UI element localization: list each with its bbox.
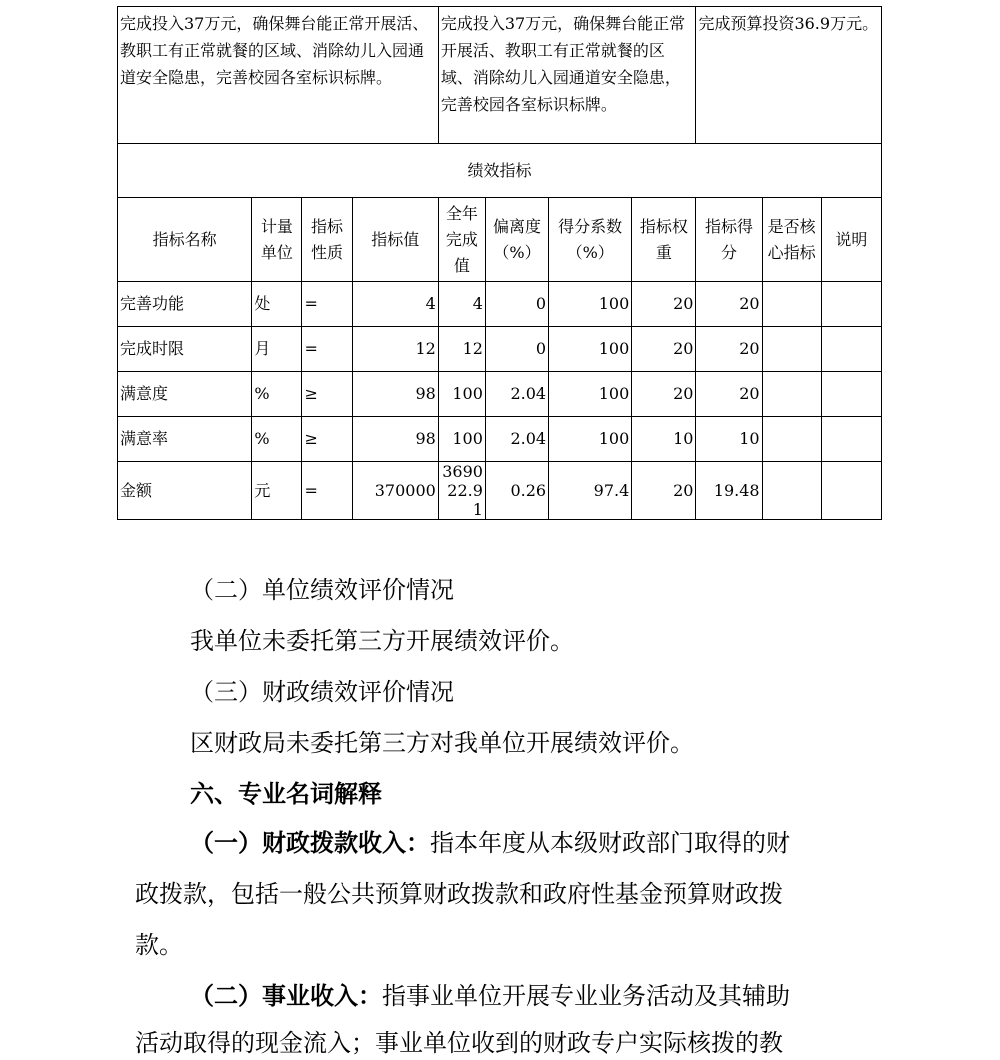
- cell-unit: %: [252, 372, 302, 417]
- cell-note: [821, 462, 881, 520]
- term2-line1: [190, 981, 790, 1011]
- cell-weight: 20: [632, 372, 696, 417]
- goal-actual-cell: 完成投入37万元，确保舞台能正常开展活、教职工有正常就餐的区域、消除幼儿入园通道安全隐患，完善校园各室标识标牌。: [438, 7, 696, 144]
- cell-unit: 月: [252, 327, 302, 372]
- header-indicator-name: 指标名称: [118, 198, 252, 282]
- cell-note: [821, 327, 881, 372]
- cell-unit: %: [252, 417, 302, 462]
- header-weight: 指标权重: [632, 198, 696, 282]
- cell-actual: 4: [438, 282, 485, 327]
- term1-line1: [190, 828, 790, 858]
- header-is-core: 是否核心指标: [762, 198, 821, 282]
- cell-deviation: 0.26: [485, 462, 548, 520]
- header-score: 指标得分: [696, 198, 762, 282]
- term2-label: （二）事业收入：: [190, 981, 382, 1010]
- goal-target-cell: 完成投入37万元，确保舞台能正常开展活、教职工有正常就餐的区域、消除幼儿入园通道安全隐患，完善校园各室标识标牌。: [118, 7, 439, 144]
- indicator-section-title: 绩效指标: [118, 144, 882, 198]
- cell-coefficient: 97.4: [549, 462, 632, 520]
- cell-weight: 20: [632, 462, 696, 520]
- cell-unit: 元: [252, 462, 302, 520]
- cell-deviation: 2.04: [485, 417, 548, 462]
- cell-nature: =: [302, 327, 352, 372]
- cell-target: 370000: [352, 462, 438, 520]
- cell-actual: 100: [438, 372, 485, 417]
- cell-nature: ≥: [302, 372, 352, 417]
- header-note: 说明: [821, 198, 881, 282]
- cell-name: 满意度: [118, 372, 252, 417]
- unit-eval-text: 我单位未委托第三方开展绩效评价。: [190, 627, 574, 655]
- cell-weight: 10: [632, 417, 696, 462]
- finance-eval-text: 区财政局未委托第三方对我单位开展绩效评价。: [190, 729, 694, 757]
- indicator-section-row: [118, 144, 882, 198]
- cell-core: [762, 282, 821, 327]
- term2-text: 指事业单位开展专业业务活动及其辅助: [382, 982, 790, 1010]
- table-header-row: [118, 198, 882, 282]
- header-unit: 计量单位: [252, 198, 302, 282]
- term1-line3: 款。: [135, 931, 183, 959]
- cell-deviation: 0: [485, 282, 548, 327]
- cell-name: 满意率: [118, 417, 252, 462]
- cell-deviation: 2.04: [485, 372, 548, 417]
- cell-nature: =: [302, 462, 352, 520]
- header-target-value: 指标值: [352, 198, 438, 282]
- table-row: [118, 417, 882, 462]
- goal-row: [118, 7, 882, 144]
- cell-core: [762, 372, 821, 417]
- glossary-heading: 六、专业名词解释: [190, 780, 382, 808]
- cell-weight: 20: [632, 327, 696, 372]
- term2-line2: 活动取得的现金流入；事业单位收到的财政专户实际核拨的教: [135, 1029, 783, 1057]
- cell-target: 98: [352, 417, 438, 462]
- cell-unit: 处: [252, 282, 302, 327]
- header-actual-value: 全年完成值: [438, 198, 485, 282]
- cell-note: [821, 372, 881, 417]
- cell-name: 金额: [118, 462, 252, 520]
- cell-target: 12: [352, 327, 438, 372]
- cell-actual: 12: [438, 327, 485, 372]
- cell-score: 19.48: [696, 462, 762, 520]
- cell-name: 完善功能: [118, 282, 252, 327]
- cell-coefficient: 100: [549, 372, 632, 417]
- cell-coefficient: 100: [549, 417, 632, 462]
- cell-name: 完成时限: [118, 327, 252, 372]
- cell-deviation: 0: [485, 327, 548, 372]
- table-row: [118, 282, 882, 327]
- cell-score: 20: [696, 327, 762, 372]
- term1-label: （一）财政拨款收入：: [190, 828, 430, 857]
- cell-note: [821, 282, 881, 327]
- cell-nature: =: [302, 282, 352, 327]
- table-row: [118, 462, 882, 520]
- cell-nature: ≥: [302, 417, 352, 462]
- cell-target: 4: [352, 282, 438, 327]
- finance-eval-heading: （三）财政绩效评价情况: [190, 678, 454, 706]
- cell-coefficient: 100: [549, 282, 632, 327]
- header-score-coefficient: 得分系数（%）: [549, 198, 632, 282]
- cell-score: 20: [696, 282, 762, 327]
- cell-target: 98: [352, 372, 438, 417]
- header-deviation: 偏离度（%）: [485, 198, 548, 282]
- cell-score: 10: [696, 417, 762, 462]
- header-nature: 指标性质: [302, 198, 352, 282]
- cell-coefficient: 100: [549, 327, 632, 372]
- goal-budget-cell: 完成预算投资36.9万元。: [696, 7, 882, 144]
- cell-core: [762, 327, 821, 372]
- performance-table: [117, 6, 882, 520]
- unit-eval-heading: （二）单位绩效评价情况: [190, 576, 454, 604]
- term1-line2: 政拨款，包括一般公共预算财政拨款和政府性基金预算财政拨: [135, 880, 783, 908]
- cell-score: 20: [696, 372, 762, 417]
- cell-core: [762, 462, 821, 520]
- term1-text: 指本年度从本级财政部门取得的财: [430, 829, 790, 857]
- cell-actual: 369022.91: [438, 462, 485, 520]
- table-row: [118, 372, 882, 417]
- cell-core: [762, 417, 821, 462]
- cell-note: [821, 417, 881, 462]
- table-row: [118, 327, 882, 372]
- cell-weight: 20: [632, 282, 696, 327]
- cell-actual: 100: [438, 417, 485, 462]
